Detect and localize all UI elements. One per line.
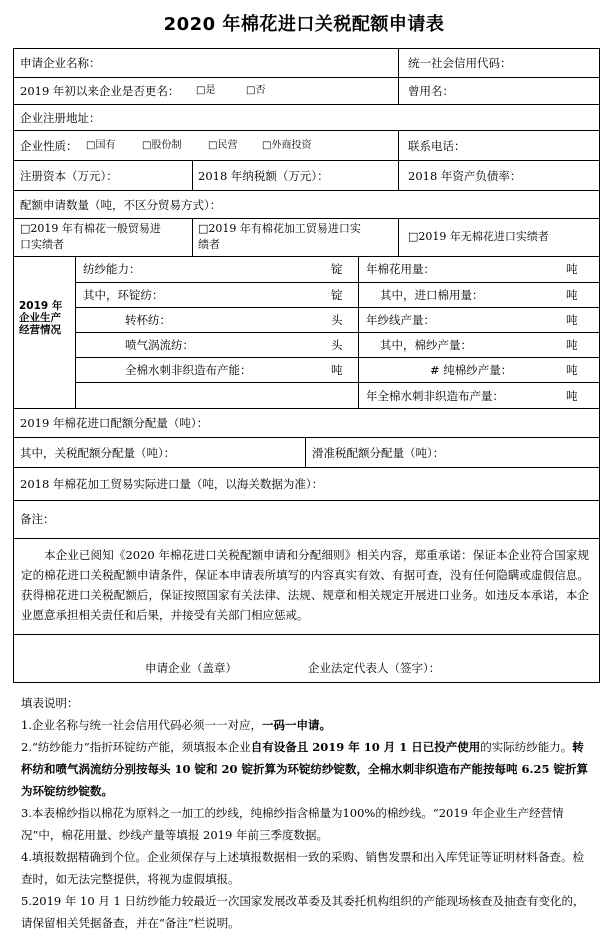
rename-yes-checkbox[interactable]: □是 (196, 85, 216, 96)
note-2: 2.“纺纱能力”指折环锭纺产能，须填报本企业自有设备且 2019 年 10 月 1 日已投产使用的实际纺纱能力。转杯纺和喷气涡流纺分别按每头 10 锭和 20 锭折算为环锭纺纱锭数，全棉水刺非织造布产能按每吨 6.25 锭折算为环锭纺纱锭数。 (21, 740, 589, 798)
tariff-quota-label: 其中，关税配额分配量（吨）： (20, 446, 176, 460)
imported-cotton-label: 其中，进口棉用量： (380, 288, 484, 302)
processing-trade-checkbox[interactable]: □2019 年有棉花加工贸易进口实 (198, 222, 361, 235)
unit-label: 头 (331, 313, 343, 327)
quota-request-label: 配额申请数量（吨，不区分贸易方式）： (20, 198, 222, 212)
unit-label: 锭 (331, 288, 343, 302)
quota-2019-label: 2019 年棉花进口配额分配量（吨）： (20, 416, 209, 430)
unit-label: 吨 (566, 389, 578, 403)
legal-rep-signature-label: 企业法定代表人（签字）： (308, 661, 441, 675)
debt-ratio-label: 2018 年资产负债率： (408, 169, 522, 183)
spunlace-capacity-label: 全棉水刺非织造布产能： (125, 363, 252, 377)
note-4: 4.填报数据精确到个位。企业须保存与上述填报数据相一致的采购、销售发票和出入库凭证等证明材料备查。检查时，如无法完整提供，将视为虚假填报。 (21, 850, 584, 886)
vortex-spinning-label: 喷气涡流纺： (125, 338, 194, 352)
form-title: 2020 年棉花进口关税配额申请表 (163, 14, 445, 35)
note-1: 1.企业名称与统一社会信用代码必须一一对应，一码一申请。 (21, 718, 331, 732)
unit-label: 吨 (566, 363, 578, 377)
no-import-checkbox[interactable]: □2019 年无棉花进口实绩者 (408, 230, 549, 243)
unit-label: 吨 (566, 288, 578, 302)
unit-label: 吨 (566, 313, 578, 327)
pledge-text: 本企业已阅知《2020 年棉花进口关税配额申请和分配细则》相关内容，郑重承诺：保证本企业符合国家规定的棉花进口关税配额申请条件，保证本申请表所填写的内容真实有效、有据可查，没有任何隐瞒或虚假信息。获得棉花进口关税配额后，保证按照国家有关法律、法规、规章和相关规定开展进口业务。如违反本承诺，本企业愿意承担相关责任和后果，并接受有关部门相应惩戒。 (21, 548, 589, 622)
general-trade-text: 口实绩者 (20, 238, 64, 251)
ownership-label: 企业性质： (20, 139, 78, 153)
unit-label: 头 (331, 338, 343, 352)
ownership-shareholding-checkbox[interactable]: □股份制 (142, 140, 182, 151)
tax-2018-label: 2018 年纳税额（万元）： (198, 169, 329, 183)
registered-capital-label: 注册资本（万元）： (20, 169, 118, 183)
note-3: 3.本表棉纱指以棉花为原料之一加工的纱线，纯棉纱指含棉量为100%的棉纱线。“2019 年企业生产经营情况”中，棉花用量、纱线产量等填报 2019 年前三季度数据。 (21, 806, 564, 842)
rename-no-checkbox[interactable]: □否 (246, 85, 266, 96)
cotton-usage-label: 年棉花用量： (366, 262, 435, 276)
cotton-yarn-label: 其中，棉纱产量： (380, 338, 472, 352)
rotor-spinning-label: 转杯纺： (125, 313, 171, 327)
pure-cotton-yarn-label: # 纯棉纱产量： (430, 363, 513, 377)
production-section-label: 2019 年企业生产经营情况 (19, 300, 63, 336)
processing-trade-text: 绩者 (198, 238, 220, 251)
spunlace-output-label: 年全棉水刺非织造布产量： (366, 389, 504, 403)
ownership-foreign-checkbox[interactable]: □外商投资 (262, 140, 312, 151)
remark-label: 备注： (20, 512, 55, 526)
rename-question: 2019 年初以来企业是否更名： (20, 84, 180, 98)
unit-label: 吨 (566, 262, 578, 276)
registered-address-label: 企业注册地址： (20, 111, 101, 125)
general-trade-checkbox[interactable]: □2019 年有棉花一般贸易进 (20, 222, 161, 235)
ownership-state-checkbox[interactable]: □国有 (86, 140, 116, 151)
note-5: 5.2019 年 10 月 1 日纺纱能力较最近一次国家发展改革委及其委托机构组织的产能现场核查及抽查有变化的，请保留相关凭据备查，并在“备注”栏说明。 (21, 894, 585, 930)
former-name-label: 曾用名： (408, 84, 454, 98)
ring-spinning-label: 其中，环锭纺： (83, 288, 164, 302)
unit-label: 锭 (331, 262, 343, 276)
ownership-private-checkbox[interactable]: □民营 (208, 140, 238, 151)
signature-box (13, 635, 600, 683)
credit-code-label: 统一社会信用代码： (408, 56, 512, 70)
sliding-quota-label: 滑准税配额分配量（吨）： (312, 446, 445, 460)
processing-import-label: 2018 年棉花加工贸易实际进口量（吨，以海关数据为准）： (20, 477, 324, 491)
company-seal-label: 申请企业（盖章） (145, 661, 237, 675)
notes-heading: 填表说明： (21, 696, 79, 710)
unit-label: 吨 (566, 338, 578, 352)
company-name-label: 申请企业名称： (20, 56, 101, 70)
phone-label: 联系电话： (408, 139, 466, 153)
unit-label: 吨 (331, 363, 343, 377)
spinning-capacity-label: 纺纱能力： (83, 262, 141, 276)
yarn-output-label: 年纱线产量： (366, 313, 435, 327)
